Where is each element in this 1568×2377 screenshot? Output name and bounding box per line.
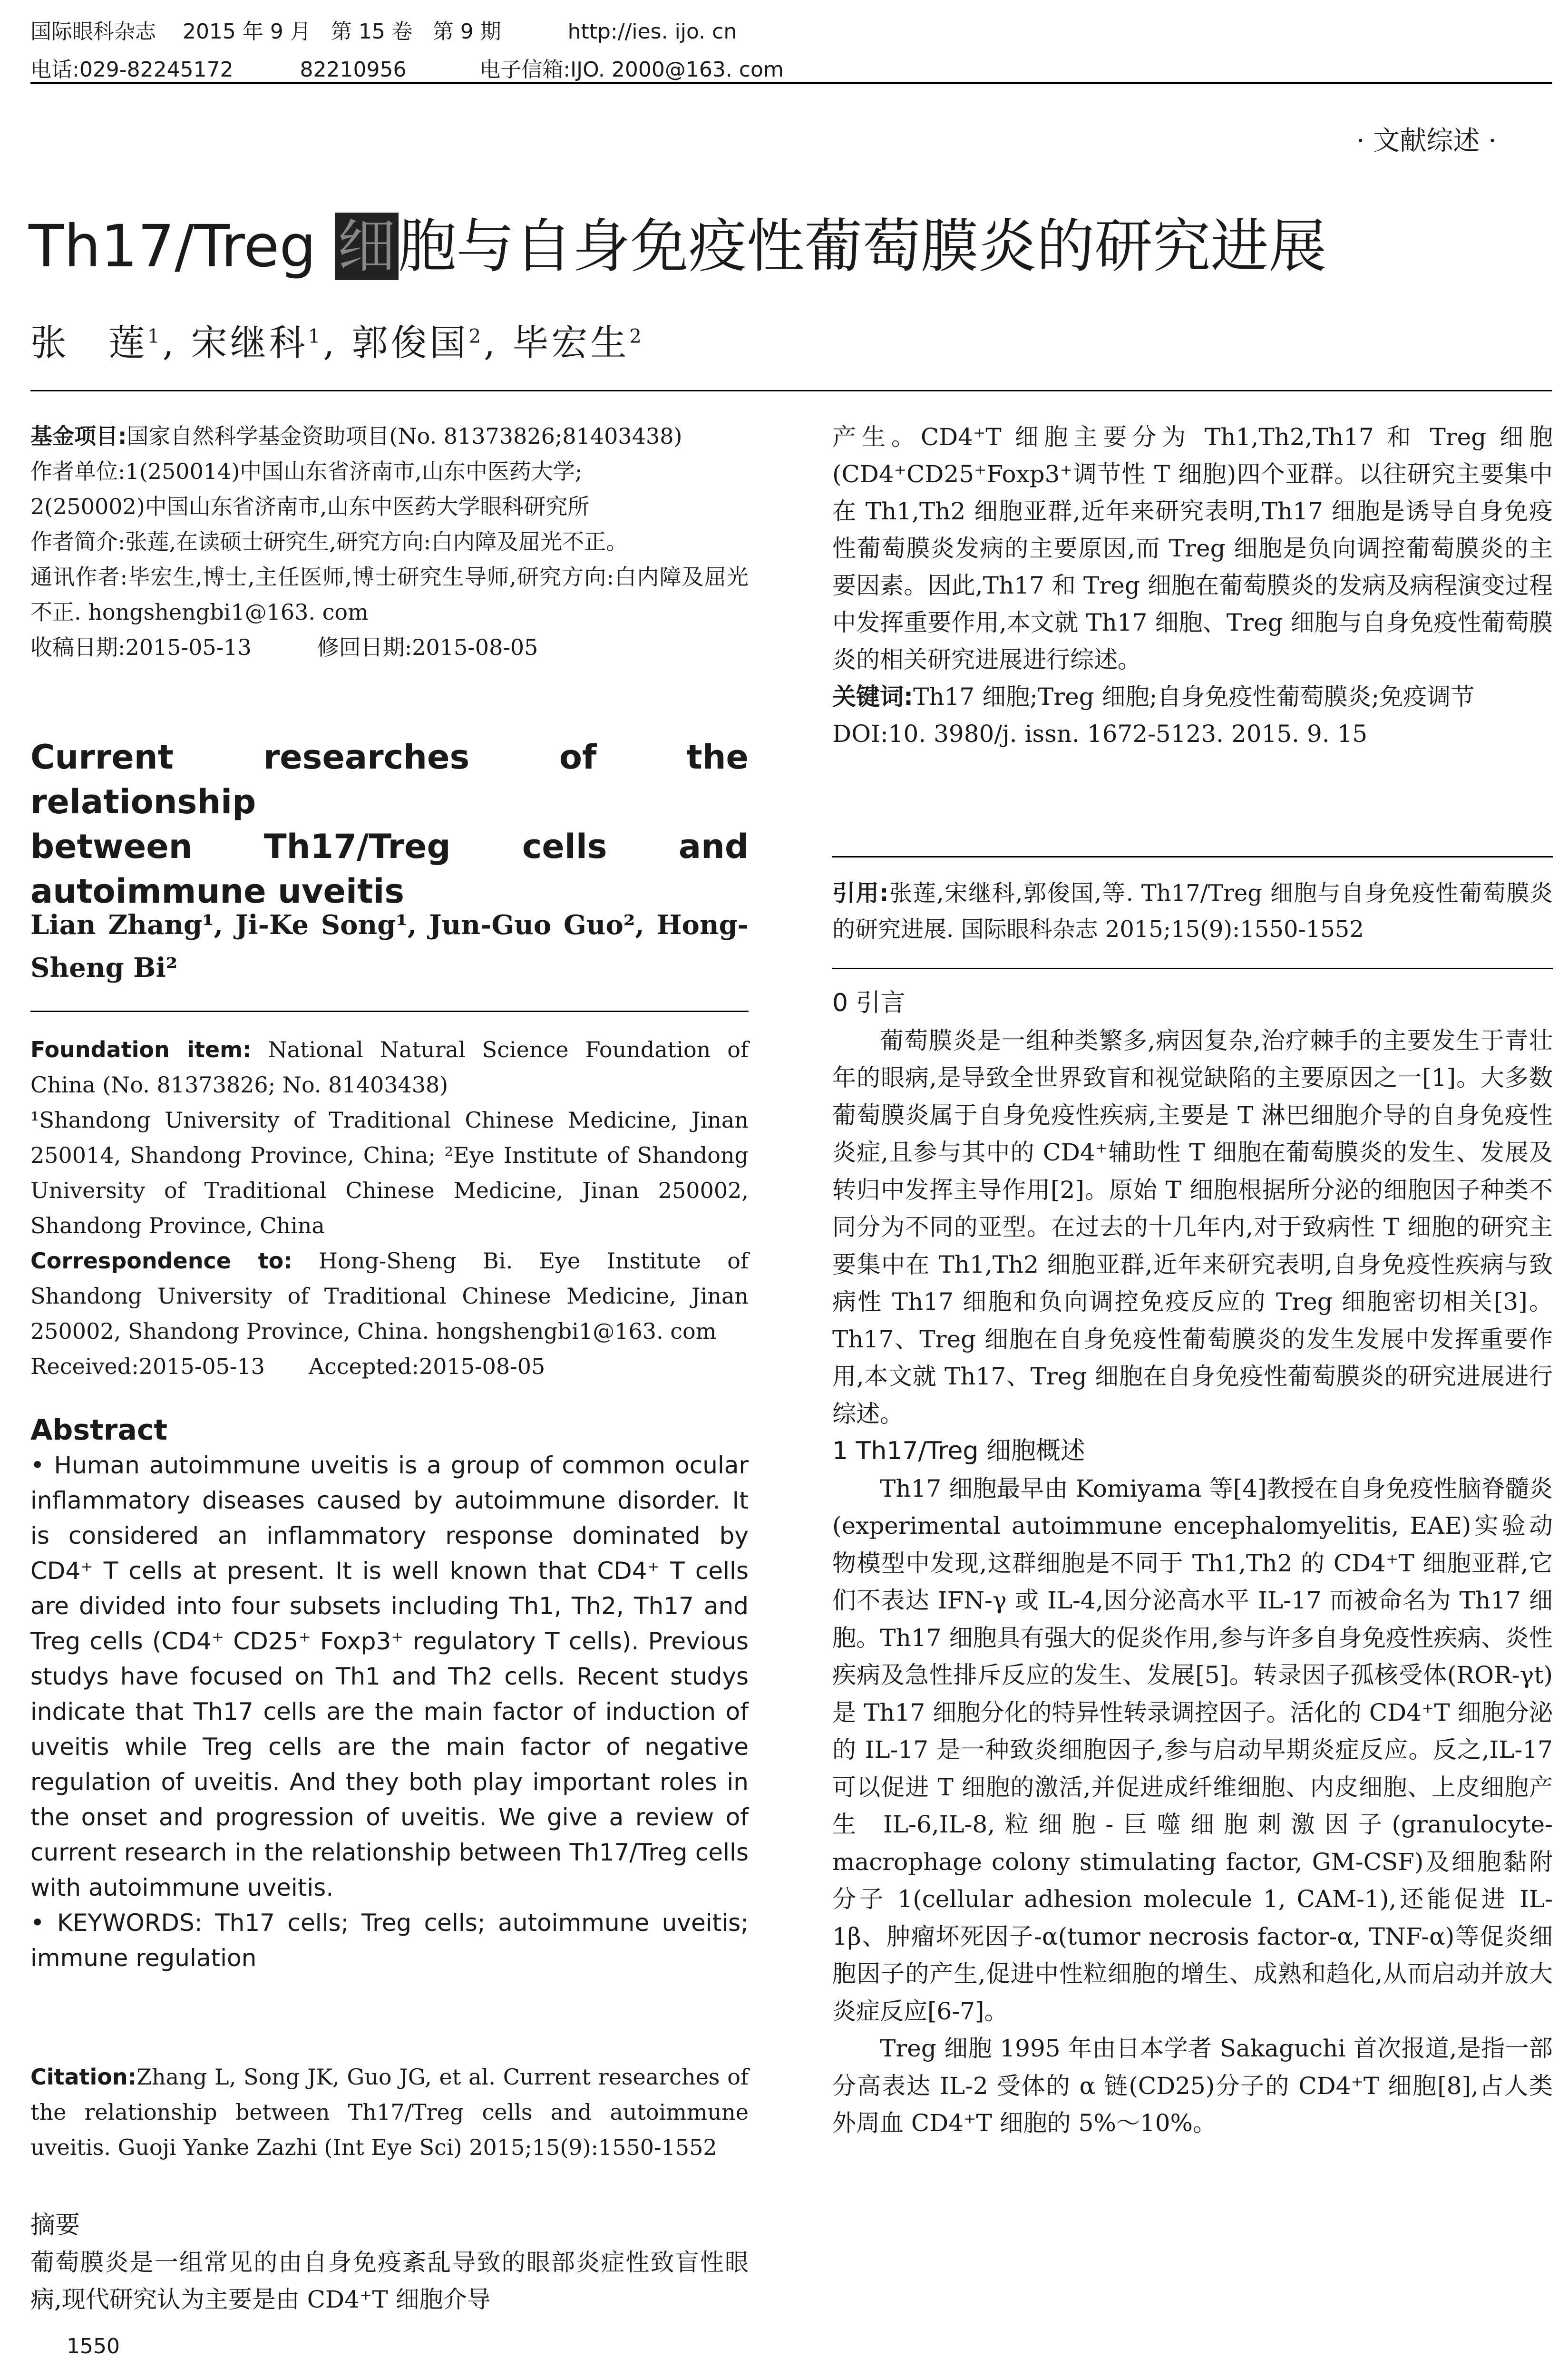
doi: DOI:10. 3980/j. issn. 1672-5123. 2015. 9. 15 <box>832 720 1368 748</box>
article-title-cn: Th17/Treg 细胞与自身免疫性葡萄膜炎的研究进展 <box>29 213 1327 280</box>
header-rule <box>30 82 1552 84</box>
body-text <box>832 984 1553 2142</box>
title-rule <box>30 390 1552 391</box>
author-2: 宋继科 <box>191 321 308 364</box>
author-3: 郭俊国 <box>351 321 469 364</box>
abstract-cn-left: 摘要 葡萄膜炎是一组常见的由自身免疫紊乱导致的眼部炎症性致盲性眼病,现代研究认为主要是由 CD4⁺T 细胞介导 <box>30 2207 749 2318</box>
abstract-cn-right: 产生。CD4⁺T 细胞主要分为 Th1,Th2,Th17 和 Treg 细胞(CD4⁺CD25⁺Foxp3⁺调节性 T 细胞)四个亚群。以往研究主要集中在 Th1,Th2 细胞亚群,近年来研究表明,Th17 细胞是诱导自身免疫性葡萄膜炎发病的主要原因,而 Treg 细胞是负向调控葡萄膜炎的主要因素。因此,Th17 和 Treg 细胞在葡萄膜炎的发病及病程演变过程中发挥重要作用,本文就 Th17 细胞、Treg 细胞与自身免疫性葡萄膜炎的相关研究进展进行综述。 关键词:Th17 细胞;Treg 细胞;自身免疫性葡萄膜炎;免疫调节 DOI:10. 3980/j. issn. 1672-5123. 2015. 9. 15 <box>832 419 1553 752</box>
en-authors-rule <box>30 1011 749 1012</box>
abstract-en <box>30 1413 749 1976</box>
abstract-body: • Human autoimmune uveitis is a group of common ocular inflammatory diseases caused by autoimmune disorder. It is considered an inflammatory response dominated by CD4⁺ T cells at present. It is well known that CD4⁺ T cells are divided into four subsets including Th1, Th2, Th17 and Treg cells (CD4⁺ CD25⁺ Foxp3⁺ regulatory T cells). Previous studys have focused on Th1 and Th2 cells. Recent studys indicate that Th17 cells are the main factor of induction of uveitis while Treg cells are the main factor of negative regulation of uveitis. And they both play important roles in the onset and progression of uveitis. We give a review of current research in the relationship between Th17/Treg cells with autoimmune uveitis. <box>30 1452 749 1901</box>
citation-cn-rule <box>832 968 1553 969</box>
abstract-cn-rule <box>832 856 1553 857</box>
author-4: 毕宏生 <box>512 321 630 364</box>
cn-meta-block: 基金项目:国家自然科学基金资助项目(No. 81373826;81403438) 作者单位:1(250014)中国山东省济南市,山东中医药大学; 2(250002)中国山东省济南市,山东中医药大学眼科研究所 作者简介:张莲,在读硕士研究生,研究方向:白内障及屈光不正。 通讯作者:毕宏生,博士,主任医师,博士研究生导师,研究方向:白内障及屈光不正. hongshengbi1@163. com 收稿日期:2015-05-13 修回日期:2015-08-05 <box>30 423 749 660</box>
section1-heading: 1 Th17/Treg 细胞概述 <box>832 1437 1085 1465</box>
authors-en: Lian Zhang¹, Ji-Ke Song¹, Jun-Guo Guo², Hong-Sheng Bi² <box>30 909 749 984</box>
en-meta-block: Foundation item: National Natural Science Foundation of China (No. 81373826; No. 81403438) ¹Shandong University of Traditional Chinese Medicine, Jinan 250014, Shandong Province, China; ²Eye Institute of Shandong University of Traditional Chinese Medicine, Jinan 250002, Shandong Province, China Correspondence to: Hong-Sheng Bi. Eye Institute of Shandong University of Traditional Chinese Medicine, Jinan 250002, Shandong Province, China. hongshengbi1@163. com Received:2015-05-13 Accepted:2015-08-05 <box>30 1037 749 1379</box>
running-header-line2: 电话:029-82245172 82210956 电子信箱:IJO. 2000@163. com <box>30 58 784 82</box>
citation-en: Citation:Zhang L, Song JK, Guo JG, et al. Current researches of the relationship between Th17/Treg cells and autoimmune uveitis. Guoji Yanke Zazhi (Int Eye Sci) 2015;15(9):1550-1552 <box>30 2064 749 2160</box>
page-number: 1550 <box>67 2334 120 2358</box>
abstract-heading: Abstract <box>30 1413 168 1447</box>
abstract-keywords: • KEYWORDS: Th17 cells; Treg cells; autoimmune uveitis; immune regulation <box>30 1909 749 1972</box>
article-title-en: Current researches of the relationship between Th17/Treg cells and autoimmune uveitis <box>30 738 749 911</box>
section1-paragraph2: Treg 细胞 1995 年由日本学者 Sakaguchi 首次报道,是指一部分高表达 IL-2 受体的 α 链(CD25)分子的 CD4⁺T 细胞[8],占人类外周血 CD4⁺T 细胞的 5%～10%。 <box>832 2035 1553 2137</box>
intro-paragraph: 葡萄膜炎是一组种类繁多,病因复杂,治疗棘手的主要发生于青壮年的眼病,是导致全世界致盲和视觉缺陷的主要原因之一[1]。大多数葡萄膜炎属于自身免疫性疾病,主要是 T 淋巴细胞介导的自身免疫性炎症,且参与其中的 CD4⁺辅助性 T 细胞在葡萄膜炎的发生、发展及转归中发挥主导作用[2]。原始 T 细胞根据所分泌的细胞因子种类不同分为不同的亚型。在过去的十几年内,对于致病性 T 细胞的研究主要集中在 Th1,Th2 细胞亚群,近年来研究表明,自身免疫性疾病与致病性 Th17 细胞和负向调控免疫反应的 Treg 细胞密切相关[3]。Th17、Treg 细胞在自身免疫性葡萄膜炎的发生发展中发挥重要作用,本文就 Th17、Treg 细胞在自身免疫性葡萄膜炎的研究进展进行综述。 <box>832 1026 1553 1428</box>
running-header-line1: 国际眼科杂志 2015 年 9 月 第 15 卷 第 9 期 http://ies. ijo. cn <box>30 19 737 44</box>
citation-cn: 引用:张莲,宋继科,郭俊国,等. Th17/Treg 细胞与自身免疫性葡萄膜炎的研究进展. 国际眼科杂志 2015;15(9):1550-1552 <box>832 880 1553 943</box>
intro-heading: 0 引言 <box>832 989 906 1017</box>
abstract-cn-heading: 摘要 <box>30 2211 80 2240</box>
section1-paragraph1: Th17 细胞最早由 Komiyama 等[4]教授在自身免疫性脑脊髓炎(experimental autoimmune encephalomyelitis, EAE)实验动物模型中发现,这群细胞是不同于 Th1,Th2 的 CD4⁺T 细胞亚群,它们不表达 IFN-γ 或 IL-4,因分泌高水平 IL-17 而被命名为 Th17 细胞。Th17 细胞具有强大的促炎作用,参与许多自身免疫性疾病、炎性疾病及急性排斥反应的发生、发展[5]。转录因子孤核受体(ROR-γt)是 Th17 细胞分化的特异性转录调控因子。活化的 CD4⁺T 细胞分泌的 IL-17 是一种致炎细胞因子,参与启动早期炎症反应。反之,IL-17 可以促进 T 细胞的激活,并促进成纤维细胞、内皮细胞、上皮细胞产生 IL-6,IL-8,粒细胞-巨噬细胞刺激因子(granulocyte-macrophage colony stimulating factor, GM-CSF)及细胞黏附分子 1(cellular adhesion molecule 1, CAM-1),还能促进 IL-1β、肿瘤坏死因子-α(tumor necrosis factor-α, TNF-α)等促炎细胞因子的产生,促进中性粒细胞的增生、成熟和趋化,从而启动并放大炎症反应[6-7]。 <box>832 1474 1553 2025</box>
author-1: 张 莲 <box>30 321 147 364</box>
title-highlighted-char: 细 <box>335 213 399 280</box>
section-tag: · 文献综述 · <box>1356 126 1497 156</box>
authors-cn: 张 莲$^1$, 宋继科$^1$, 郭俊国$^2$, 毕宏生$^2$ <box>30 321 644 364</box>
